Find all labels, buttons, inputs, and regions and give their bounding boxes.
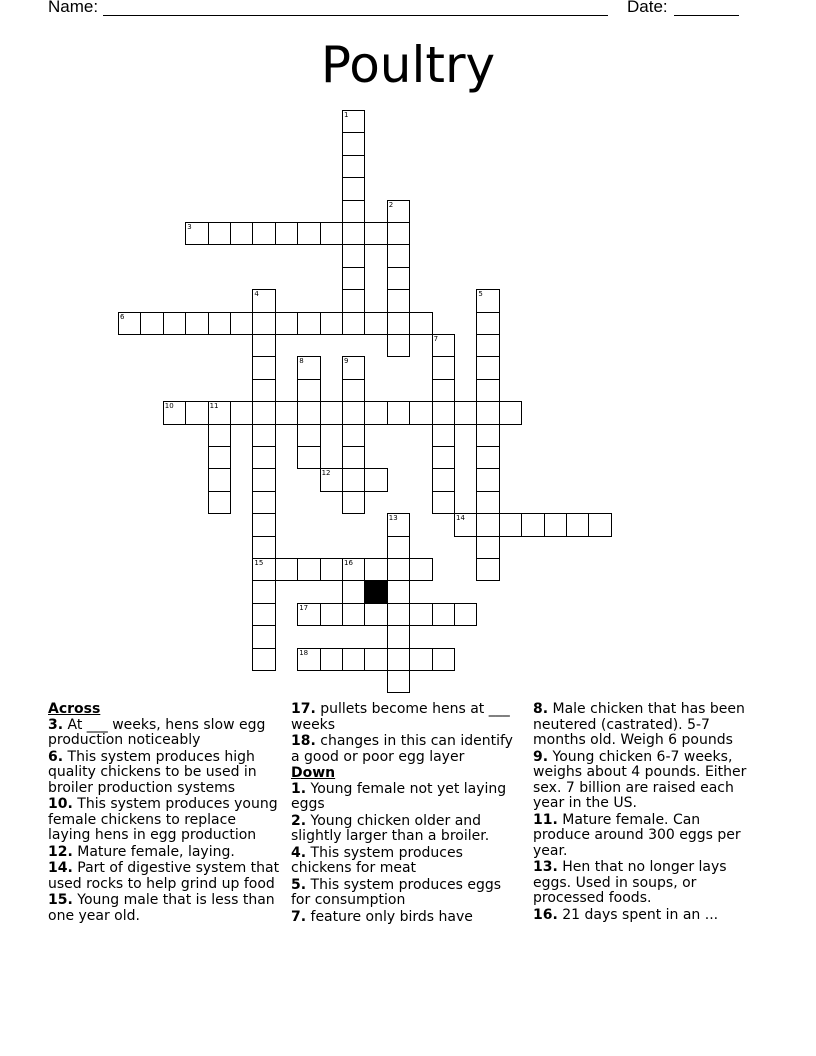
cell-number: 9 — [344, 357, 349, 366]
clue-item — [291, 846, 523, 877]
crossword-cell[interactable] — [342, 132, 365, 155]
crossword-cell[interactable] — [297, 558, 320, 581]
clue-text: Young female not yet laying eggs — [291, 780, 507, 812]
crossword-cell[interactable] — [364, 468, 387, 491]
crossword-cell[interactable] — [387, 267, 410, 290]
clue-item — [48, 893, 280, 924]
clue-item — [291, 878, 523, 909]
clue-number: 17. — [291, 701, 316, 717]
page-title: Poultry — [320, 36, 496, 94]
cell-number: 6 — [120, 312, 125, 321]
crossword-cell[interactable] — [297, 603, 320, 626]
crossword-cell[interactable] — [499, 401, 522, 424]
crossword-cell[interactable] — [342, 424, 365, 447]
clue-number: 13. — [533, 859, 558, 875]
crossword-cell[interactable] — [342, 312, 365, 335]
clue-item — [48, 718, 280, 749]
crossword-cell[interactable] — [297, 312, 320, 335]
crossword-cell[interactable] — [275, 312, 298, 335]
crossword-cell[interactable] — [364, 558, 387, 581]
crossword-cell[interactable] — [342, 491, 365, 514]
crossword-cell[interactable] — [588, 513, 611, 536]
clue-text: Young chicken older and slightly larger than a broiler. — [291, 812, 490, 844]
clue-number: 6. — [48, 748, 64, 765]
clue-number: 16. — [533, 906, 558, 923]
cell-number: 5 — [478, 290, 483, 299]
crossword-cell[interactable] — [252, 468, 275, 491]
crossword-cell[interactable] — [387, 200, 410, 223]
clue-number: 7. — [291, 908, 307, 925]
crossword-cell[interactable] — [566, 513, 589, 536]
cell-number: 14 — [456, 514, 465, 523]
cell-number: 16 — [344, 559, 353, 567]
crossword-cell[interactable] — [432, 424, 455, 447]
clues-column-3 — [533, 702, 758, 924]
clue-text: This system produces chickens for meat — [291, 844, 463, 876]
clue-item — [291, 910, 523, 926]
crossword-block — [364, 580, 387, 603]
clue-item — [48, 861, 280, 892]
cell-number: 8 — [299, 357, 304, 366]
clue-text: Young chicken 6-7 weeks, weighs about 4 pounds. Either sex. 7 billion are raised each year in the US. — [533, 748, 747, 811]
across-clue-list — [48, 718, 280, 925]
crossword-cell[interactable] — [387, 334, 410, 357]
crossword-cell[interactable] — [342, 200, 365, 223]
crossword-cell[interactable] — [252, 625, 275, 648]
crossword-cell[interactable] — [252, 558, 275, 581]
crossword-cell[interactable] — [476, 401, 499, 424]
crossword-cell[interactable] — [320, 468, 343, 491]
crossword-cell[interactable] — [387, 401, 410, 424]
crossword-cell[interactable] — [252, 648, 275, 671]
clue-text: pullets become hens at ___ weeks — [291, 701, 510, 733]
crossword-cell[interactable] — [297, 222, 320, 245]
crossword-cell[interactable] — [432, 446, 455, 469]
clue-number: 8. — [533, 701, 549, 717]
cell-number: 2 — [388, 200, 394, 209]
cell-number: 18 — [299, 648, 309, 657]
clue-item — [48, 845, 280, 861]
crossword-cell[interactable] — [208, 312, 231, 335]
crossword-cell[interactable] — [342, 648, 365, 671]
crossword-cell[interactable] — [297, 379, 320, 402]
crossword-cell[interactable] — [320, 401, 343, 424]
crossword-cell[interactable] — [476, 536, 499, 559]
crossword-cell[interactable] — [409, 648, 432, 671]
crossword-cell[interactable] — [230, 222, 253, 245]
clue-number: 12. — [48, 843, 73, 860]
crossword-cell[interactable] — [364, 603, 387, 626]
crossword-cell[interactable] — [476, 356, 499, 379]
crossword-cell[interactable] — [521, 513, 544, 536]
crossword-cell[interactable] — [252, 222, 275, 245]
crossword-cell[interactable] — [185, 401, 208, 424]
crossword-cell[interactable] — [387, 289, 410, 312]
crossword-cell[interactable] — [476, 289, 499, 312]
crossword-cell[interactable] — [454, 513, 477, 536]
crossword-cell[interactable] — [364, 222, 387, 245]
crossword-cell[interactable] — [275, 222, 298, 245]
crossword-cell[interactable] — [320, 648, 343, 671]
clue-number: 11. — [533, 811, 558, 828]
crossword-cell[interactable] — [432, 468, 455, 491]
clue-text: feature only birds have — [306, 908, 473, 925]
crossword-cell[interactable] — [476, 513, 499, 536]
cell-number: 7 — [433, 335, 439, 343]
clue-number: 10. — [48, 796, 73, 812]
cell-number: 12 — [321, 469, 331, 478]
clue-item — [291, 814, 523, 845]
crossword-cell[interactable] — [409, 401, 432, 424]
crossword-cell[interactable] — [118, 312, 141, 335]
crossword-cell[interactable] — [476, 468, 499, 491]
crossword-cell[interactable] — [342, 580, 365, 603]
crossword-cell[interactable] — [320, 312, 343, 335]
clue-text: Hen that no longer lays eggs. Used in soups, or processed foods. — [533, 859, 727, 906]
clue-number: 14. — [48, 860, 73, 876]
crossword-cell[interactable] — [252, 312, 275, 335]
clue-number: 5. — [291, 876, 307, 893]
clue-item — [533, 702, 758, 749]
crossword-cell[interactable] — [275, 558, 298, 581]
cell-number: 11 — [209, 402, 219, 411]
crossword-cell[interactable] — [476, 424, 499, 447]
crossword-cell[interactable] — [252, 580, 275, 603]
cell-number: 15 — [254, 559, 264, 567]
crossword-cell[interactable] — [297, 648, 320, 671]
crossword-cell[interactable] — [320, 558, 343, 581]
across-clue-list-continued — [291, 702, 523, 765]
crossword-cell[interactable] — [432, 491, 455, 514]
cell-number: 3 — [187, 223, 192, 231]
crossword-cell[interactable] — [320, 222, 343, 245]
clue-text: Male chicken that has been neutered (castrated). 5-7 months old. Weigh 6 pounds — [533, 701, 745, 748]
crossword-cell[interactable] — [252, 424, 275, 447]
clue-text: At ___ weeks, hens slow egg production noticeably — [48, 716, 266, 748]
crossword-cell[interactable] — [208, 491, 231, 514]
clue-item — [291, 702, 523, 733]
crossword-cell[interactable] — [342, 603, 365, 626]
crossword-cell[interactable] — [342, 244, 365, 267]
crossword-cell[interactable] — [409, 312, 432, 335]
crossword-cell[interactable] — [432, 648, 455, 671]
crossword-cell[interactable] — [208, 222, 231, 245]
cell-number: 10 — [164, 402, 174, 411]
crossword-cell[interactable] — [476, 446, 499, 469]
crossword-cell[interactable] — [476, 312, 499, 335]
crossword-cell[interactable] — [387, 513, 410, 536]
crossword-cell[interactable] — [342, 401, 365, 424]
crossword-cell[interactable] — [297, 401, 320, 424]
clue-number: 9. — [533, 748, 549, 765]
crossword-cell[interactable] — [252, 356, 275, 379]
crossword-cell[interactable] — [342, 155, 365, 178]
crossword-cell[interactable] — [252, 289, 275, 312]
crossword-cell[interactable] — [476, 491, 499, 514]
crossword-cell[interactable] — [364, 312, 387, 335]
crossword-cell[interactable] — [163, 312, 186, 335]
clues-column-1 — [48, 702, 280, 925]
clue-text: Young male that is less than one year old. — [48, 892, 275, 924]
crossword-cell[interactable] — [387, 603, 410, 626]
clue-text: changes in this can identify a good or poor egg layer — [291, 733, 513, 765]
crossword-cell[interactable] — [364, 401, 387, 424]
crossword-cell[interactable] — [252, 491, 275, 514]
clue-text: Mature female. Can produce around 300 eggs per year. — [533, 811, 741, 859]
name-label: Name: — [48, 0, 99, 16]
crossword-cell[interactable] — [544, 513, 567, 536]
date-label: Date: — [627, 0, 668, 16]
crossword-cell[interactable] — [387, 312, 410, 335]
crossword-cell[interactable] — [342, 356, 365, 379]
down-clue-list — [291, 782, 523, 926]
crossword-cell[interactable] — [476, 558, 499, 581]
cell-number: 1 — [344, 111, 349, 119]
crossword-cell[interactable] — [454, 603, 477, 626]
clue-number: 18. — [291, 733, 316, 749]
crossword-cell[interactable] — [432, 603, 455, 626]
crossword-cell[interactable] — [342, 379, 365, 402]
clue-item — [291, 734, 523, 765]
crossword-cell[interactable] — [163, 401, 186, 424]
clue-number: 1. — [291, 780, 307, 797]
clue-item — [533, 813, 758, 860]
crossword-cell[interactable] — [499, 513, 522, 536]
clue-text: This system produces young female chickens to replace laying hens in egg production — [48, 796, 278, 843]
crossword-cell[interactable] — [432, 356, 455, 379]
crossword-cell[interactable] — [297, 446, 320, 469]
crossword-cell[interactable] — [252, 379, 275, 402]
crossword-cell[interactable] — [342, 110, 365, 133]
crossword-cell[interactable] — [364, 648, 387, 671]
cell-number: 17 — [299, 603, 309, 612]
clue-item — [533, 860, 758, 907]
clue-number: 15. — [48, 892, 73, 908]
crossword-cell[interactable] — [387, 670, 410, 693]
clue-item — [533, 750, 758, 812]
crossword-cell[interactable] — [185, 312, 208, 335]
crossword-cell[interactable] — [432, 379, 455, 402]
clue-item — [291, 782, 523, 813]
clue-text: 21 days spent in an ... — [557, 906, 719, 923]
crossword-cell[interactable] — [476, 379, 499, 402]
crossword-cell[interactable] — [252, 513, 275, 536]
crossword-cell[interactable] — [409, 558, 432, 581]
crossword-cell[interactable] — [208, 446, 231, 469]
crossword-cell[interactable] — [342, 267, 365, 290]
crossword-cell[interactable] — [342, 222, 365, 245]
crossword-cell[interactable] — [454, 401, 477, 424]
crossword-cell[interactable] — [387, 625, 410, 648]
crossword-cell[interactable] — [432, 334, 455, 357]
clue-item — [48, 797, 280, 844]
crossword-cell[interactable] — [342, 177, 365, 200]
crossword-cell[interactable] — [387, 558, 410, 581]
crossword-cell[interactable] — [476, 334, 499, 357]
clue-text: Mature female, laying. — [72, 843, 235, 860]
crossword-cell[interactable] — [275, 401, 298, 424]
crossword-cell[interactable] — [342, 289, 365, 312]
crossword-cell[interactable] — [297, 424, 320, 447]
crossword-cell[interactable] — [432, 401, 455, 424]
clue-text: This system produces high quality chickens to be used in broiler production systems — [48, 748, 257, 796]
crossword-cell[interactable] — [252, 536, 275, 559]
crossword-cell[interactable] — [409, 603, 432, 626]
across-heading: Across — [48, 701, 101, 717]
crossword-cell[interactable] — [140, 312, 163, 335]
clues-column-2 — [291, 702, 523, 926]
crossword-cell[interactable] — [208, 468, 231, 491]
clue-text: This system produces eggs for consumption — [291, 876, 502, 908]
crossword-cell[interactable] — [230, 312, 253, 335]
crossword-cell[interactable] — [297, 356, 320, 379]
crossword-cell[interactable] — [252, 401, 275, 424]
crossword-cell[interactable] — [252, 446, 275, 469]
crossword-cell[interactable] — [387, 222, 410, 245]
crossword-cell[interactable] — [185, 222, 208, 245]
crossword-cell[interactable] — [252, 603, 275, 626]
crossword-cell[interactable] — [342, 558, 365, 581]
down-heading: Down — [291, 765, 336, 781]
crossword-cell[interactable] — [208, 424, 231, 447]
clue-item — [48, 750, 280, 797]
clue-number: 2. — [291, 812, 307, 829]
clue-number: 4. — [291, 844, 307, 861]
cell-number: 13 — [388, 514, 398, 523]
crossword-cell[interactable] — [387, 580, 410, 603]
crossword-cell[interactable] — [230, 401, 253, 424]
crossword-cell[interactable] — [208, 401, 231, 424]
clue-text: Part of digestive system that used rocks to help grind up food — [48, 860, 280, 892]
crossword-cell[interactable] — [387, 648, 410, 671]
clue-item — [533, 908, 758, 924]
crossword-cell[interactable] — [342, 446, 365, 469]
crossword-cell[interactable] — [320, 603, 343, 626]
crossword-cell[interactable] — [387, 536, 410, 559]
down-clue-list-continued — [533, 702, 758, 923]
crossword-cell[interactable] — [387, 244, 410, 267]
crossword-cell[interactable] — [342, 468, 365, 491]
cell-number: 4 — [254, 290, 259, 299]
crossword-cell[interactable] — [252, 334, 275, 357]
clue-number: 3. — [48, 716, 64, 733]
